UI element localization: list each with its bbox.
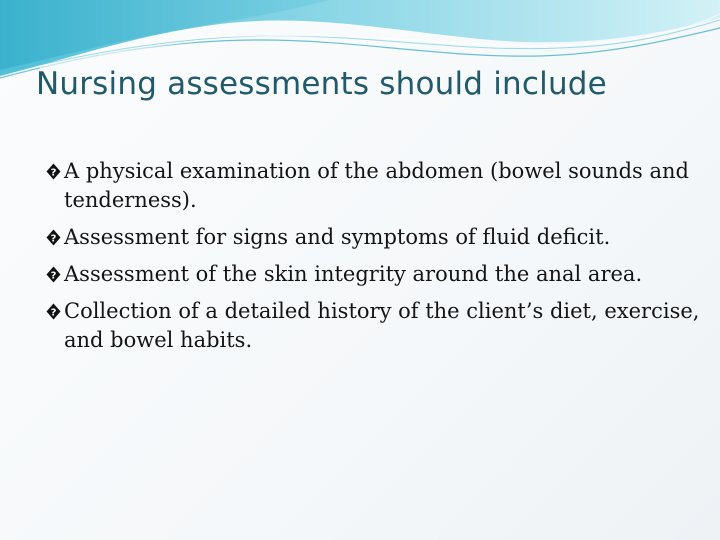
bullet-text: Assessment of the skin integrity around the anal area. xyxy=(64,262,643,286)
svg-text:?: ? xyxy=(50,270,57,282)
bullet-text: Collection of a detailed history of the client’s diet, exercise, and bowel habits. xyxy=(64,299,700,352)
replacement-character-icon xyxy=(46,260,64,283)
bullet-text: A physical examination of the abdomen (bowel sounds and tenderness). xyxy=(64,159,689,212)
svg-text:?: ? xyxy=(50,307,57,319)
bullet-item-4 xyxy=(46,297,706,355)
bullet-item-1 xyxy=(46,157,706,215)
slide-title: Nursing assessments should include xyxy=(36,66,607,102)
bullet-text: Assessment for signs and symptoms of fluid deficit. xyxy=(64,225,611,249)
bullet-item-3 xyxy=(46,260,706,289)
bullet-item-2 xyxy=(46,223,706,252)
svg-text:?: ? xyxy=(50,233,57,245)
replacement-character-icon xyxy=(46,297,64,320)
svg-text:?: ? xyxy=(50,167,57,179)
replacement-character-icon xyxy=(46,157,64,180)
bullet-list xyxy=(46,157,706,363)
replacement-character-icon xyxy=(46,223,64,246)
